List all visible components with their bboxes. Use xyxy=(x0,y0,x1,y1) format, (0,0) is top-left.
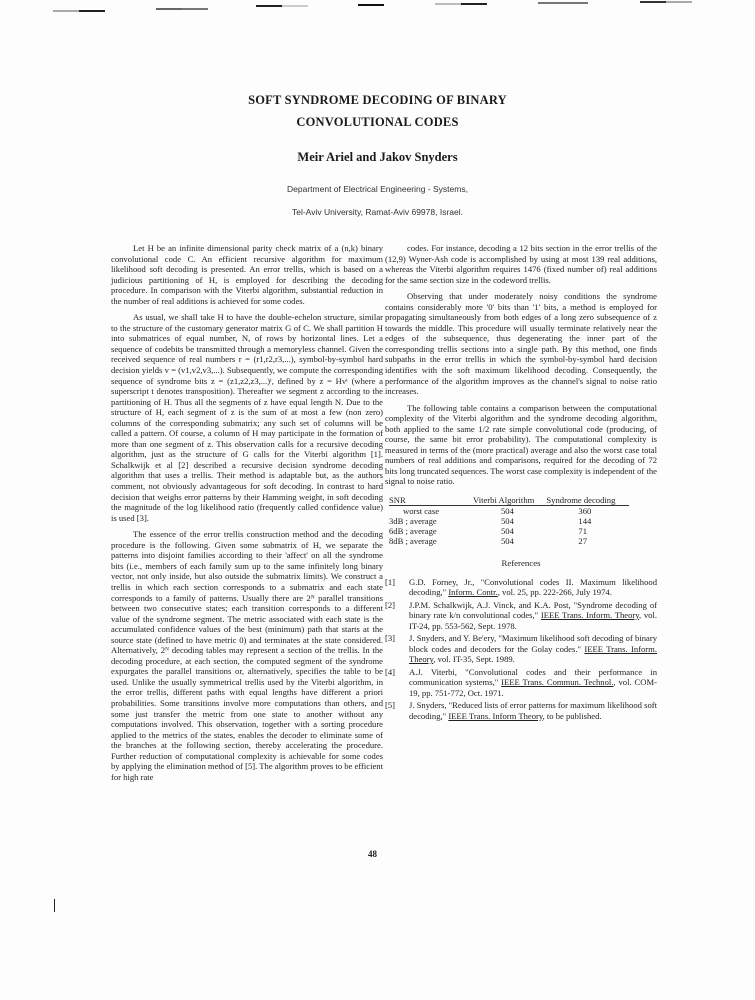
reference-authors-title: J. Snyders, and Y. Be'ery, "Maximum likelihood soft decoding of binary block codes and decoders for the Golay codes." xyxy=(409,633,657,654)
scan-mark xyxy=(435,3,487,5)
authors: Meir Ariel and Jakov Snyders xyxy=(297,150,458,164)
reference-text xyxy=(409,633,657,665)
scan-mark xyxy=(358,4,384,6)
reference-item xyxy=(385,667,657,699)
cell-snr: 6dB ; average xyxy=(389,526,437,537)
affiliation-line-1: Department of Electrical Engineering - Systems, xyxy=(287,184,468,194)
paragraph: Observing that under moderately noisy conditions the syndrome contains considerably more '0' bits than '1' bits, a method is employed for propagating simultaneously from both edges of a long zero subsequence of z towards the middle. This procedure will usually terminate relatively near the edges of the subsequence, thus degenerating the inner part of the corresponding trellis sections into a single path. By this method, one finds subpaths in the error trellis in which the symbol-by-symbol hard decision identifies with the soft maximum likelihood decoding. Consequently, the performance of the algorithm improves as the channel's signal to noise ratio increases. xyxy=(385,291,657,397)
reference-journal: IEEE Trans. Inform Theory xyxy=(448,710,543,721)
paper-title xyxy=(0,89,755,133)
reference-number: [1] xyxy=(385,576,396,587)
scan-mark xyxy=(640,1,692,3)
page-number: 48 xyxy=(368,849,377,859)
reference-details: , vol. COM-19, pp. 751-772, Oct. 1971. xyxy=(409,677,657,698)
title-line-2: CONVOLUTIONAL CODES xyxy=(296,115,459,129)
cell-snr: worst case xyxy=(403,506,440,517)
cell-viterbi: 504 xyxy=(501,536,514,547)
header-snr: SNR xyxy=(389,495,473,506)
reference-number: [3] xyxy=(385,633,396,644)
paragraph: As usual, we shall take H to have the double-echelon structure, similar to the structure of the customary generator matrix G of C. We shall partition H into submatrices of equal number, N, of rows by horizontal lines. Let a sequence of codebits be transmitted through a memoryless channel. Given the received sequence of real numbers r = (r1,r2,r3,...), symbol-by-symbol hard decision yields v = (v1,v2,v3,...). Subsequently, we compute the corresponding sequence of syndrome bits z = (z1,z2,z3,...)ᵗ, defined by z = Hvᵗ (where a superscript t denotes transposition). Thereafter we segment z according to the partitioning of H. Thus all the segments of z have equal length N. Due to the structure of H, each segment of z is the sum of at most a few (non zero) columns of the corresponding submatrix; any such set of columns will be called a pattern. Of course, a column of H may participate in the formation of more than one segment of z. This observation calls for a recursive decoding algorithm, just as the structure of G calls for the Viterbi algorithm [1]. Schalkwijk et al [2] described a recursive decision syndrome decoding algorithm that uses a trellis. Their method is adaptable but, as the authors comment, not obviously advantageous for soft decoding. In contrast to hard decision that weighs error patterns by their Hamming weight, in soft decoding the magnitude of the log likelihood ratio (frequently called confidence value) is used [3]. xyxy=(111,312,383,523)
reference-authors-title: J.P.M. Schalkwijk, A.J. Vinck, and K.A. Post, "Syndrome decoding of binary rate k/n convolutional codes," xyxy=(409,599,657,621)
reference-number: [5] xyxy=(385,700,396,711)
reference-item xyxy=(385,600,657,632)
paragraph: The following table contains a comparison between the computational complexity of the Viterbi algorithm and the syndrome decoding algorithm, both applied to the same 1/2 rate simple convolutional code (producing, of course, the same bit error probability). The computational complexity is measured in terms of the (more practical) average and also the worst case total numbers of real additions and comparisons, required for the decoding of 72 bits long truncated sequences. The worst case complexity is independent of the signal to noise ratio. xyxy=(385,402,657,487)
cell-viterbi: 504 xyxy=(501,506,514,517)
reference-text xyxy=(409,600,657,632)
table-header-row xyxy=(389,495,629,506)
cell-viterbi: 504 xyxy=(501,516,514,527)
reference-journal: Inform. Contr. xyxy=(448,587,498,598)
paragraph: codes. For instance, decoding a 12 bits section in the error trellis of the (12,9) Wyner-Ash code is accomplished by using at most 139 real additions, whereas the Viterbi algorithm requires 1476 (fixed number of) real additions for the same section size in the codeword trellis. xyxy=(385,243,657,285)
reference-authors-title: J. Snyders, "Reduced lists of error patterns for maximum likelihood soft decoding," xyxy=(409,700,657,721)
reference-text xyxy=(409,700,657,721)
right-column xyxy=(385,243,657,723)
reference-text xyxy=(409,577,657,598)
table-row xyxy=(389,526,629,536)
scan-mark xyxy=(538,2,588,4)
reference-journal: IEEE Trans. Inform. Theory xyxy=(540,610,639,621)
table-row xyxy=(389,506,629,517)
paragraph: Let H be an infinite dimensional parity check matrix of a (n,k) binary convolutional code C. An efficient recursive algorithm for maximum likelihood soft decoding is presented. An error trellis, which is based on a judicious partitioning of H, is employed for describing the decoding procedure. In comparison with the Viterbi algorithm, substantial reduction in the number of real additions is achieved for some codes. xyxy=(111,243,383,306)
references-heading: References xyxy=(501,558,541,569)
cell-snr: 3dB ; average xyxy=(389,516,437,527)
table-row xyxy=(389,516,629,526)
scan-mark xyxy=(256,5,308,7)
header-syndrome: Syndrome decoding xyxy=(546,495,629,506)
header-viterbi: Viterbi Algorithm xyxy=(473,495,546,506)
reference-details: , vol. IT-24, pp. 553-562, Sept. 1978. xyxy=(409,610,657,631)
cell-syndrome: 71 xyxy=(578,526,587,537)
table-row xyxy=(389,536,629,546)
cell-snr: 8dB ; average xyxy=(389,536,437,547)
cell-viterbi: 504 xyxy=(501,526,514,537)
scan-mark xyxy=(156,8,208,10)
title-line-1: SOFT SYNDROME DECODING OF BINARY xyxy=(248,93,507,107)
reference-details: , to be published. xyxy=(542,710,602,721)
left-column xyxy=(111,243,383,788)
cell-syndrome: 360 xyxy=(578,506,592,517)
paragraph: The essence of the error trellis construction method and the decoding procedure is the following. Given some submatrix of H, we separate the patterns into disjoint families according to their 'affect' on all the syndrome bits (i.e., members of each family sum up to the same infinitely long binary vector, not only inside, but also outside the submatrix limits). We construct a trellis in which each section corresponds to a submatrix and each state corresponds to a family of patterns. Usually there are 2ᴺ parallel transitions between two consecutive states; each transition corresponds to a different value of the syndrome segment. The metric associated with each state is the accumulated confidence values of the best (minimum) path that starts at the source state (defined to have metric 0) and terminates at the state considered. Alternatively, 2ᴺ decoding tables may represent a section of the trellis. In the decoding procedure, at each section, the computed segment of the syndrome expurgates the parallel transitions or, alternatively, specifies the table to be used. Unlike the usually symmetrical trellis used by the Viterbi algorithm, in the error trellis, different paths with equal lengths have different a priori probabilities. Some transitions involve more computations than others, and some just transfer the metric from one state to another without any computations involved. This observation, together with a sorting procedure applied to the metrics of the states, enables the decoder to eliminate some of the branches at the following section, thereby accelerating the procedure. Further reduction of computational complexity is achievable for some codes by applying the elimination method of [5]. The algorithm proves to be efficient for high rate xyxy=(111,529,383,782)
reference-details: , vol. IT-35, Sept. 1989. xyxy=(433,654,515,665)
reference-text xyxy=(409,667,657,699)
reference-item xyxy=(385,700,657,721)
reference-details: , vol. 25, pp. 222-266, July 1974. xyxy=(497,587,612,598)
reference-item xyxy=(385,577,657,598)
cell-syndrome: 27 xyxy=(578,536,587,547)
cell-syndrome: 144 xyxy=(578,516,592,527)
reference-journal: IEEE Trans. Commun. Technol. xyxy=(501,677,614,688)
reference-number: [2] xyxy=(385,599,396,610)
reference-authors-title: A.J. Viterbi, "Convolutional codes and their performance in communication systems," xyxy=(409,666,657,688)
scan-mark xyxy=(53,10,105,12)
affiliation-line-2: Tel-Aviv University, Ramat-Aviv 69978, Israel. xyxy=(291,207,463,217)
reference-item xyxy=(385,633,657,665)
reference-number: [4] xyxy=(385,666,396,677)
complexity-table xyxy=(389,495,629,546)
scan-artifact-mark xyxy=(54,899,55,912)
reference-journal: IEEE Trans. Inform. Theory xyxy=(409,643,657,665)
reference-authors-title: G.D. Forney, Jr., "Convolutional codes II. Maximum likelihood decoding," xyxy=(409,576,657,598)
